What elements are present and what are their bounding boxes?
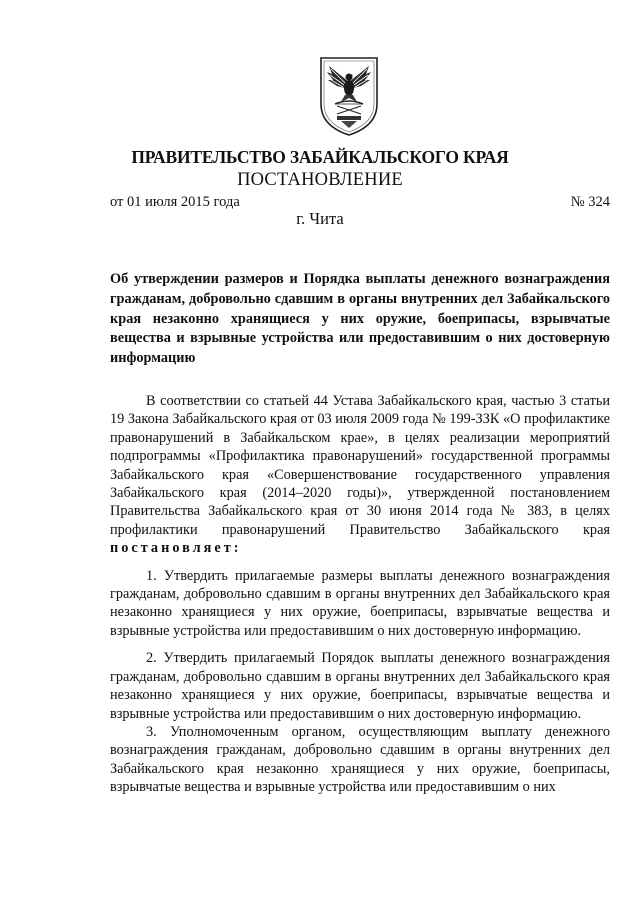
document-number: № 324 <box>570 194 610 210</box>
document-city: г. Чита <box>296 209 344 228</box>
document-date: от 01 июля 2015 года <box>110 194 240 210</box>
list-item: 2. Утвердить прилагаемый Порядок выплаты денежного вознаграждения гражданам, добровольно сдавшим в органы внутренних дел Забайкальского края незаконно хранящиеся у них оружие, боеприпасы, взрывчатые вещества и взрывные устройства или предоставившим о них достоверную информацию. <box>110 650 610 722</box>
preamble-paragraph <box>110 392 610 558</box>
document-subject: Об утверждении размеров и Порядка выплаты денежного вознаграждения гражданам, добровольно сдавшим в органы внутренних дел Забайкальского края незаконно хранящиеся у них оружие, боеприпасы, взрывчатые вещества и взрывные устройства или предоставившим о них достоверную информацию <box>110 271 610 367</box>
list-item: 1. Утвердить прилагаемые размеры выплаты денежного вознаграждения гражданам, добровольно сдавшим в органы внутренних дел Забайкальского края незаконно хранящиеся у них оружие, боеприпасы, взрывчатые вещества и взрывные устройства или предоставившим о них достоверную информацию. <box>110 567 610 639</box>
government-title: ПРАВИТЕЛЬСТВО ЗАБАЙКАЛЬСКОГО КРАЯ <box>131 147 509 167</box>
preamble-text: В соответствии со статьей 44 Устава Забайкальского края, частью 3 статьи 19 Закона Забайкальского края от 03 июля 2009 года № 199-ЗЗК «О профилактике правонарушений в Забайкальском крае», в целях реализации мероприятий подпрограммы «Профилактика правонарушений» государственной программы Забайкальского края «Совершенствование государственного управления Забайкальского края (2014–2020 годы)», утвержденной постановлением Правительства Забайкальского края от 30 июня 2014 года № 383, в целях профилактики правонарушений Правительство Забайкальского края <box>110 393 610 538</box>
list-item: 3. Уполномоченным органом, осуществляющим выплату денежного вознаграждения гражданам, добровольно сдавшим в органы внутренних дел Забайкальского края незаконно хранящиеся у них оружие, боеприпасы, взрывчатые вещества и взрывные устройства или предоставившим о них <box>110 723 610 796</box>
document-body <box>110 392 610 797</box>
coat-of-arms-eagle-icon <box>315 52 383 138</box>
coat-of-arms-emblem <box>315 52 383 138</box>
document-type: ПОСТАНОВЛЕНИЕ <box>237 170 403 190</box>
decree-word: постановляет: <box>110 540 242 557</box>
